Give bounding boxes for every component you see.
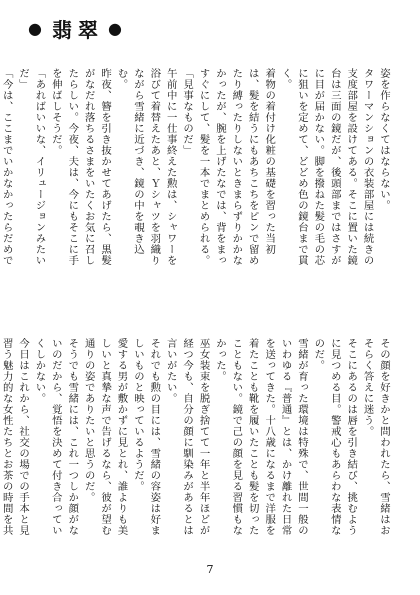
- paragraph: 今日はこれから、社交の場での手本と見習う魅力的な女性たちとお茶の時間を共: [0, 338, 30, 536]
- paragraph: そこにあるのは唇を引き結び、挑むように見つめる目。警戒心もあらわな表情なのだ。: [312, 338, 358, 536]
- paragraph: 「見事なものだ」: [181, 68, 194, 156]
- chapter-title: 翡翠: [51, 17, 104, 42]
- chapter-header: [24, 10, 134, 46]
- paragraph: 姿を作らなくてはならない。: [378, 68, 390, 211]
- paragraph: それでも勲の目には、雪緒の容姿は好ましいものと映っているようだ。: [131, 338, 161, 536]
- lower-text-block: [0, 338, 392, 544]
- paragraph: 着物の着付け化粧の基礎を習った当初は、髪を結うにもあちこちをピンで留めたり縛ったりしないときまらずりかかなかったが、腕を上げたなでは、背をまっすぐにして、髪を一本でまとめられる。: [197, 68, 276, 266]
- paragraph: 「今は、ここまでいかなかったらだめで: [0, 68, 13, 266]
- header-dot-left: ●: [28, 18, 48, 38]
- paragraph: タワーマンションの衣装部屋には続きの支度部屋を設けてある。そこに置いた鏡台は三面の鏡だが、後頭部まではさすがに目が届かない。脚を撥ねた髪の毛の芯に狙いを定めて、どどめ色の鏡台まで貫く。: [279, 68, 374, 266]
- upper-text-block: [0, 68, 392, 268]
- paragraph: 愛する男が敷かずに見とれ、誰よりも美しいと真摯な声で告げるなら、彼が望む通りの姿でありたいと思うのだ。: [82, 338, 128, 536]
- paragraph: 「あればいいな、イリュージョンみたいだ」: [17, 68, 46, 266]
- paragraph: 巫女装束を脱ぎ捨てて一年と半年ほどが経つ今も、自分の顔に馴染みがあるとは言いがたい。: [164, 338, 210, 536]
- header-dot-right: ●: [107, 18, 128, 38]
- page-number: 7: [206, 563, 214, 576]
- paragraph: 午前中に一仕事終えた勲は、シャワーを浴びて着替えたあと、Ｙシャツを羽織りながら雪緒に近づき、鏡の中を覗き込む。: [115, 68, 177, 266]
- paragraph: 昨夜、簪を引き抜かせてあげたら、黒髪がなだれ落ちるさまをいたくお気に召したらしい。今夜、夫は、今にもそこに手を伸ばしそうだ。: [49, 68, 112, 266]
- paragraph: そうでも雪緒には、これ一つしか顔がないのだから、覚悟を決めて付き合っていくしかない。: [33, 338, 79, 536]
- paragraph: 雪緒が育った環境は特殊で、世間一般のいわゆる『普通』とは、かけ離れた日常を送ってきた。十八歳になるまで洋服を着たことも靴を履いたことも髪を切ったこともない。鏡で己の顔を見る習慣もなかった。: [213, 338, 308, 536]
- paragraph: その顔を好きかと問われたら、雪緒はおそらく答えに迷う。: [361, 338, 390, 536]
